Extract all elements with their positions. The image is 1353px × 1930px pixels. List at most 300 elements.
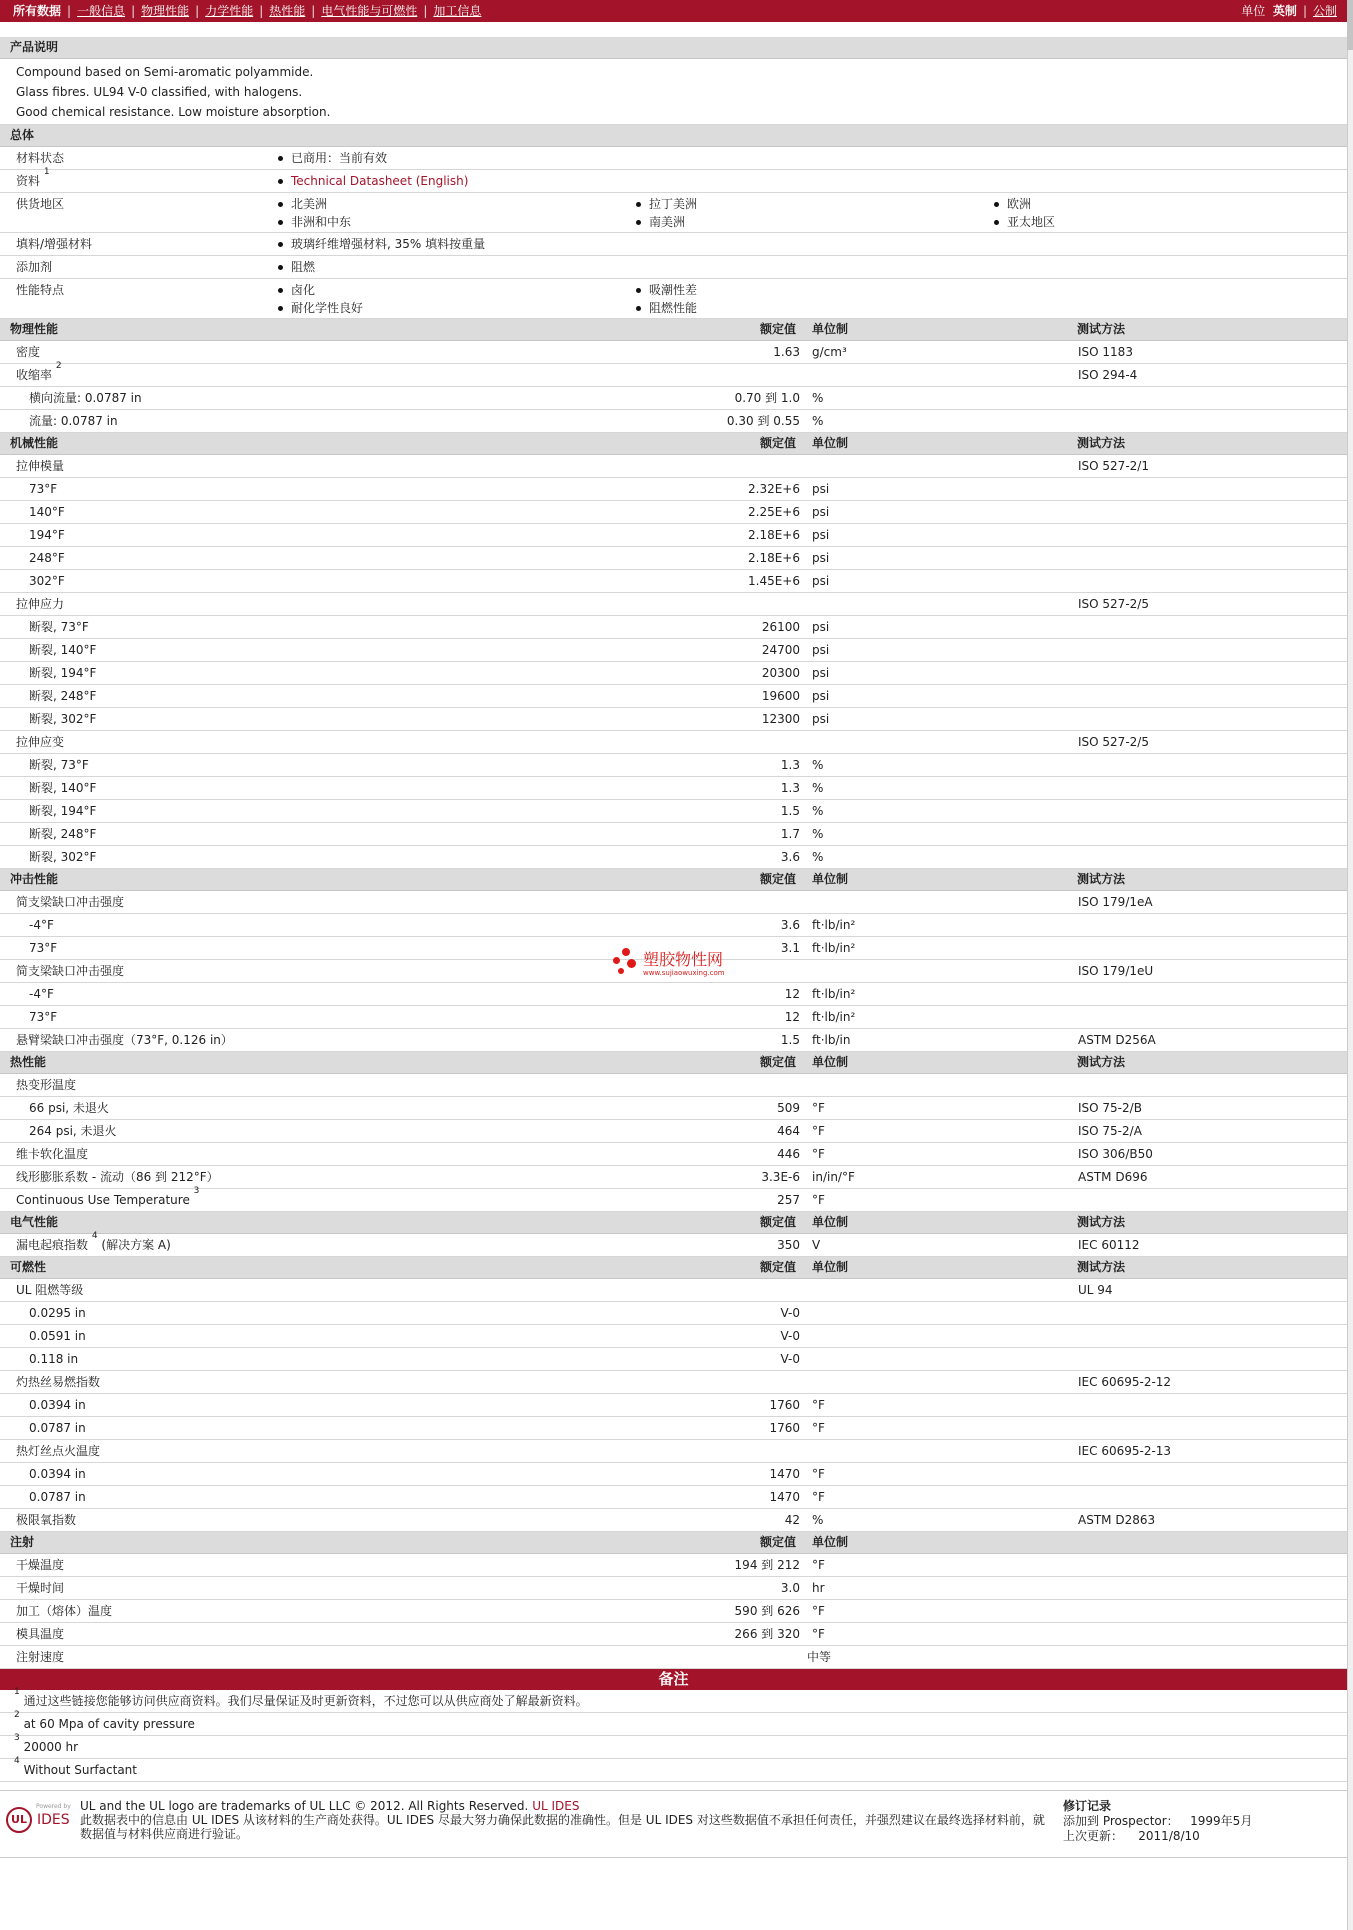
header-value: 额定值 xyxy=(760,1055,797,1069)
footer xyxy=(0,1790,1347,1858)
row-value: 1.5 xyxy=(780,1033,800,1047)
table-row xyxy=(0,708,1347,731)
row-method: ISO 179/1eU xyxy=(1078,964,1154,978)
section-title: 热性能 xyxy=(10,1055,47,1069)
row-unit: °F xyxy=(812,1101,825,1115)
units-label: 单位 xyxy=(1241,4,1266,18)
table-row xyxy=(0,1646,1347,1669)
row-unit: °F xyxy=(812,1490,825,1504)
bullet-item: 阻燃性能 xyxy=(636,297,697,319)
row-label: -4°F xyxy=(29,987,54,1001)
row-unit: ft·lb/in xyxy=(812,1033,851,1047)
section-header xyxy=(0,1212,1347,1234)
row-unit: psi xyxy=(812,551,830,565)
header-method: 测试方法 xyxy=(1077,436,1126,450)
row-label: 收缩率 $^2$ xyxy=(16,361,62,382)
row-value: V-0 xyxy=(780,1306,800,1320)
nav-tab-processing[interactable]: 加工信息 xyxy=(433,4,482,18)
scrollbar[interactable] xyxy=(1347,0,1353,1930)
header-method: 测试方法 xyxy=(1077,322,1126,336)
unit-imperial[interactable]: 英制 xyxy=(1272,4,1297,18)
row-method: ISO 294-4 xyxy=(1078,368,1138,382)
bullet-item: 吸潮性差 xyxy=(636,279,697,301)
header-value: 额定值 xyxy=(760,1535,797,1549)
row-label: 断裂, 73°F xyxy=(29,758,89,772)
table-row xyxy=(0,1348,1347,1371)
row-value: 464 xyxy=(777,1124,800,1138)
row-label: 断裂, 302°F xyxy=(29,712,97,726)
row-label: 断裂, 302°F xyxy=(29,850,97,864)
row-label: 流量: 0.0787 in xyxy=(29,414,118,428)
bullet-item: 亚太地区 xyxy=(994,211,1055,233)
disclaimer: 此数据表中的信息由 UL IDES 从该材料的生产商处获得。UL IDES 尽最大努力确保此数据的准确性。但是 UL IDES 对这些数据值不承担任何责任，并强烈建议在最终选择材料前，就数据值与材料供应商进行验证。 xyxy=(80,1813,1045,1841)
footnote: $^3$ 20000 hr xyxy=(0,1736,1347,1759)
row-method: IEC 60112 xyxy=(1078,1238,1140,1252)
row-value: 1470 xyxy=(769,1467,800,1481)
table-row xyxy=(0,501,1347,524)
row-label: 模具温度 xyxy=(16,1627,65,1641)
row-unit: V xyxy=(812,1238,821,1252)
header-unit: 单位制 xyxy=(812,872,849,886)
table-row xyxy=(0,1623,1347,1646)
row-unit: % xyxy=(812,391,824,405)
row-label: 66 psi, 未退火 xyxy=(29,1101,109,1115)
row-unit: ft·lb/in² xyxy=(812,987,856,1001)
table-row xyxy=(0,823,1347,846)
table-row xyxy=(0,914,1347,937)
row-label: 0.0787 in xyxy=(29,1490,86,1504)
header-unit: 单位制 xyxy=(812,322,849,336)
footnote-ref: 1 xyxy=(43,167,50,177)
row-label: 悬臂梁缺口冲击强度（73°F, 0.126 in） xyxy=(16,1033,233,1047)
row-unit: psi xyxy=(812,712,830,726)
row-value: 2.32E+6 xyxy=(748,482,800,496)
row-label: -4°F xyxy=(29,918,54,932)
table-row xyxy=(0,685,1347,708)
row-value: 3.1 xyxy=(780,941,800,955)
table-row xyxy=(0,1463,1347,1486)
row-label: 加工（熔体）温度 xyxy=(16,1604,113,1618)
datasheet-content xyxy=(0,37,1347,1782)
row-unit: g/cm³ xyxy=(812,345,847,359)
table-row xyxy=(0,1006,1347,1029)
section-header xyxy=(0,1257,1347,1279)
description-line: Good chemical resistance. Low moisture absorption. xyxy=(16,105,331,119)
row-unit: °F xyxy=(812,1467,825,1481)
row-label: 0.0787 in xyxy=(29,1421,86,1435)
row-label: 断裂, 140°F xyxy=(29,781,97,795)
row-unit: °F xyxy=(812,1147,825,1161)
row-value: 26100 xyxy=(761,620,800,634)
row-label: 断裂, 194°F xyxy=(29,666,97,680)
bullet-item: 玻璃纤维增强材料, 35% 填料按重量 xyxy=(278,233,485,255)
ul-ides-link[interactable]: UL IDES xyxy=(532,1799,580,1813)
row-unit: % xyxy=(812,850,824,864)
row-label: 0.0295 in xyxy=(29,1306,86,1320)
row-label: 断裂, 248°F xyxy=(29,827,97,841)
row-label: 简支梁缺口冲击强度 xyxy=(16,964,125,978)
row-value: 12300 xyxy=(761,712,800,726)
section-header xyxy=(0,125,1347,147)
table-row xyxy=(0,662,1347,685)
row-method: IEC 60695-2-13 xyxy=(1078,1444,1172,1458)
row-label: 材料状态 xyxy=(16,151,65,165)
table-row xyxy=(0,1166,1347,1189)
row-label: 140°F xyxy=(29,505,65,519)
nav-tab-physical[interactable]: 物理性能 xyxy=(141,4,190,18)
row-label: 302°F xyxy=(29,574,65,588)
row-label: 断裂, 194°F xyxy=(29,804,97,818)
row-value: 1.3 xyxy=(780,781,800,795)
row-label: 简支梁缺口冲击强度 xyxy=(16,895,125,909)
table-row xyxy=(0,147,1347,170)
row-value: 24700 xyxy=(761,643,800,657)
footnote-ref: 3 xyxy=(193,1186,200,1196)
row-unit: °F xyxy=(812,1604,825,1618)
section-header xyxy=(0,1052,1347,1074)
ul-logo-icon: UL xyxy=(6,1807,32,1833)
row-unit: °F xyxy=(812,1124,825,1138)
row-label: 0.0591 in xyxy=(29,1329,86,1343)
section-title: 可燃性 xyxy=(10,1260,47,1274)
section-header xyxy=(0,37,1347,59)
row-value: 1.45E+6 xyxy=(748,574,800,588)
row-value: 2.18E+6 xyxy=(748,551,800,565)
bullet-item: 欧洲 xyxy=(994,193,1031,215)
notes-header: 备注 xyxy=(0,1669,1347,1690)
table-row xyxy=(0,1486,1347,1509)
table-row xyxy=(0,1231,1347,1257)
row-label: 资料 $^1$ xyxy=(16,167,50,188)
description-line: Compound based on Semi-aromatic polyammide. xyxy=(16,65,314,79)
row-method: ASTM D696 xyxy=(1078,1170,1148,1184)
nav-tab-mechanical[interactable]: 力学性能 xyxy=(205,4,254,18)
row-value: 194 到 212 xyxy=(734,1558,800,1572)
row-method: IEC 60695-2-12 xyxy=(1078,1375,1172,1389)
header-method: 测试方法 xyxy=(1077,1055,1126,1069)
row-unit: in/in/°F xyxy=(812,1170,855,1184)
row-unit: psi xyxy=(812,574,830,588)
row-value: 446 xyxy=(777,1147,800,1161)
row-value: 3.6 xyxy=(780,918,800,932)
header-value: 额定值 xyxy=(760,872,797,886)
table-row xyxy=(0,1554,1347,1577)
footnote-ref: 2 xyxy=(55,361,62,371)
row-method: ISO 75-2/B xyxy=(1078,1101,1142,1115)
table-row xyxy=(0,593,1347,616)
technical-datasheet-link[interactable]: Technical Datasheet (English) xyxy=(278,170,468,192)
table-row xyxy=(0,478,1347,501)
nav-tab-general[interactable]: 一般信息 xyxy=(77,4,126,18)
row-label: 断裂, 73°F xyxy=(29,620,89,634)
row-value: 266 到 320 xyxy=(734,1627,800,1641)
row-value: 1470 xyxy=(769,1490,800,1504)
row-value: V-0 xyxy=(780,1352,800,1366)
bullet-item: 阻燃 xyxy=(278,256,315,278)
table-row xyxy=(0,341,1347,364)
row-label: 灼热丝易燃指数 xyxy=(16,1375,101,1389)
row-label: 维卡软化温度 xyxy=(16,1147,89,1161)
header-unit: 单位制 xyxy=(812,1260,849,1274)
row-label: 0.0394 in xyxy=(29,1398,86,1412)
table-row xyxy=(0,410,1347,433)
table-row xyxy=(0,233,1347,256)
section-header xyxy=(0,869,1347,891)
revision-history xyxy=(1063,1799,1252,1844)
row-value: 1.63 xyxy=(773,345,800,359)
table-row xyxy=(0,1186,1347,1212)
row-method: ISO 306/B50 xyxy=(1078,1147,1153,1161)
table-row xyxy=(0,800,1347,823)
row-value: 12 xyxy=(784,1010,800,1024)
table-row xyxy=(0,1577,1347,1600)
header-value: 额定值 xyxy=(760,1260,797,1274)
row-unit: psi xyxy=(812,643,830,657)
table-row xyxy=(0,616,1347,639)
row-label: 干燥时间 xyxy=(16,1581,65,1595)
row-label: 密度 xyxy=(16,345,41,359)
row-unit: °F xyxy=(812,1193,825,1207)
row-method: ISO 179/1eA xyxy=(1078,895,1153,909)
row-label: 248°F xyxy=(29,551,65,565)
row-label: 73°F xyxy=(29,1010,58,1024)
row-value: 3.3E-6 xyxy=(761,1170,800,1184)
row-label: 添加剂 xyxy=(16,260,53,274)
row-label: 264 psi, 未退火 xyxy=(29,1124,117,1138)
row-unit: % xyxy=(812,414,824,428)
row-unit: psi xyxy=(812,528,830,542)
header-unit: 单位制 xyxy=(812,1535,849,1549)
section-title: 注射 xyxy=(10,1535,35,1549)
row-label: 拉伸应变 xyxy=(16,735,65,749)
row-unit: psi xyxy=(812,505,830,519)
watermark-text: 塑胶物性网 xyxy=(643,950,724,969)
revision-updated: 上次更新： 2011/8/10 xyxy=(1063,1829,1200,1843)
row-label: 断裂, 248°F xyxy=(29,689,97,703)
table-row xyxy=(0,279,1347,319)
row-label: 填料/增强材料 xyxy=(16,237,93,251)
table-row xyxy=(0,361,1347,387)
row-label: 拉伸应力 xyxy=(16,597,65,611)
row-value: 509 xyxy=(777,1101,800,1115)
row-method: ASTM D2863 xyxy=(1078,1513,1156,1527)
header-value: 额定值 xyxy=(760,322,797,336)
nav-tab-thermal[interactable]: 热性能 xyxy=(269,4,306,18)
section-title: 机械性能 xyxy=(10,436,59,450)
table-row xyxy=(0,754,1347,777)
footnote: $^2$ at 60 Mpa of cavity pressure xyxy=(0,1713,1347,1736)
row-value: 中等 xyxy=(806,1650,831,1664)
row-method: ASTM D256A xyxy=(1078,1033,1156,1047)
row-unit: ft·lb/in² xyxy=(812,941,856,955)
header-value: 额定值 xyxy=(760,1215,797,1229)
row-unit: % xyxy=(812,758,824,772)
row-unit: psi xyxy=(812,666,830,680)
ides-logo-text: IDES xyxy=(37,1812,70,1828)
trademark-line: UL and the UL logo are trademarks of UL LLC © 2012. All Rights Reserved. UL IDES xyxy=(80,1799,580,1813)
table-row xyxy=(0,1440,1347,1463)
row-method: ISO 1183 xyxy=(1078,345,1133,359)
table-row xyxy=(0,983,1347,1006)
section-title: 总体 xyxy=(10,128,35,142)
header-method: 测试方法 xyxy=(1077,1260,1126,1274)
table-row xyxy=(0,524,1347,547)
row-unit: psi xyxy=(812,620,830,634)
header-value: 额定值 xyxy=(760,436,797,450)
table-row xyxy=(0,1371,1347,1394)
row-label: 73°F xyxy=(29,941,58,955)
row-value: 1760 xyxy=(769,1421,800,1435)
bullet-item: 已商用：当前有效 xyxy=(278,147,387,169)
table-row xyxy=(0,547,1347,570)
bullet-item: 北美洲 xyxy=(278,193,327,215)
table-row xyxy=(0,167,1347,193)
row-value: 0.70 到 1.0 xyxy=(734,391,800,405)
row-label: 0.0394 in xyxy=(29,1467,86,1481)
bullet-item: 非洲和中东 xyxy=(278,211,351,233)
row-unit: °F xyxy=(812,1421,825,1435)
row-label: 干燥温度 xyxy=(16,1558,65,1572)
footer-text xyxy=(80,1799,1055,1841)
section-header xyxy=(0,433,1347,455)
watermark-dot xyxy=(627,959,636,968)
row-label: 73°F xyxy=(29,482,58,496)
row-unit: °F xyxy=(812,1398,825,1412)
revision-added: 添加到 Prospector： 1999年5月 xyxy=(1063,1814,1253,1828)
footnote: $^4$ Without Surfactant xyxy=(0,1759,1347,1782)
section-title: 产品说明 xyxy=(10,40,59,54)
table-row xyxy=(0,1394,1347,1417)
product-description xyxy=(0,59,1347,125)
watermark-dot xyxy=(618,968,624,974)
unit-switch: 单位 英制 | 公制 xyxy=(1241,4,1337,18)
watermark-dot xyxy=(613,957,620,964)
row-value: 590 到 626 xyxy=(734,1604,800,1618)
row-unit: % xyxy=(812,1513,824,1527)
row-value: 3.0 xyxy=(780,1581,800,1595)
row-method: ISO 75-2/A xyxy=(1078,1124,1142,1138)
row-value: V-0 xyxy=(780,1329,800,1343)
table-row xyxy=(0,1097,1347,1120)
row-label: 注射速度 xyxy=(16,1650,65,1664)
row-unit: % xyxy=(812,827,824,841)
row-value: 2.18E+6 xyxy=(748,528,800,542)
table-row xyxy=(0,256,1347,279)
row-value: 3.6 xyxy=(780,850,800,864)
table-row xyxy=(0,387,1347,410)
row-value: 2.25E+6 xyxy=(748,505,800,519)
watermark-url: www.sujiaowuxing.com xyxy=(643,969,725,977)
row-label: 194°F xyxy=(29,528,65,542)
row-value: 1.3 xyxy=(780,758,800,772)
powered-by-label: Powered by xyxy=(36,1803,71,1810)
row-value: 0.30 到 0.55 xyxy=(726,414,800,428)
section-title: 物理性能 xyxy=(10,322,59,336)
row-value: 1.5 xyxy=(780,804,800,818)
row-label: 供货地区 xyxy=(16,197,65,211)
nav-all-data[interactable]: 所有数据 xyxy=(13,4,62,18)
bullet-item: 耐化学性良好 xyxy=(278,297,363,319)
footnote-ref: 4 xyxy=(91,1231,98,1241)
table-row xyxy=(0,891,1347,914)
table-row xyxy=(0,1509,1347,1532)
table-row xyxy=(0,1029,1347,1052)
row-label: 0.118 in xyxy=(29,1352,79,1366)
section-title: 电气性能 xyxy=(10,1215,59,1229)
row-label: 性能特点 xyxy=(16,283,65,297)
row-label: 线形膨胀系数 - 流动（86 到 212°F） xyxy=(16,1170,219,1184)
table-row xyxy=(0,1279,1347,1302)
row-unit: psi xyxy=(812,689,830,703)
watermark xyxy=(613,948,763,982)
row-label: 拉伸模量 xyxy=(16,459,65,473)
watermark-dot xyxy=(622,948,630,956)
header-method: 测试方法 xyxy=(1077,872,1126,886)
bullet-item: 南美洲 xyxy=(636,211,685,233)
header-unit: 单位制 xyxy=(812,436,849,450)
table-row xyxy=(0,570,1347,593)
table-row xyxy=(0,1074,1347,1097)
row-unit: °F xyxy=(812,1558,825,1572)
table-row xyxy=(0,1302,1347,1325)
table-row xyxy=(0,1600,1347,1623)
table-row xyxy=(0,1120,1347,1143)
row-unit: psi xyxy=(812,482,830,496)
table-row xyxy=(0,455,1347,478)
top-nav: 所有数据 | 一般信息 | 物理性能 | 力学性能 | 热性能 | 电气性能与可燃性 | 加工信息 单位 英制 | 公制 xyxy=(0,0,1347,22)
bullet-item: 卤化 xyxy=(278,279,315,301)
table-row xyxy=(0,1143,1347,1166)
section-header xyxy=(0,319,1347,341)
table-row xyxy=(0,193,1347,233)
table-row xyxy=(0,1325,1347,1348)
table-row xyxy=(0,1417,1347,1440)
header-unit: 单位制 xyxy=(812,1055,849,1069)
row-value: 20300 xyxy=(761,666,800,680)
row-label: 漏电起痕指数 $^4$ (解决方案 A) xyxy=(16,1231,171,1252)
row-unit: % xyxy=(812,781,824,795)
bullet-item: 拉丁美洲 xyxy=(636,193,697,215)
row-value: 350 xyxy=(777,1238,800,1252)
unit-metric[interactable]: 公制 xyxy=(1312,4,1337,18)
nav-tab-electrical-flammability[interactable]: 电气性能与可燃性 xyxy=(321,4,418,18)
row-unit: hr xyxy=(812,1581,825,1595)
row-label: 热变形温度 xyxy=(16,1078,77,1092)
section-header xyxy=(0,1532,1347,1554)
row-label: UL 阻燃等级 xyxy=(16,1283,84,1297)
row-unit: ft·lb/in² xyxy=(812,918,856,932)
row-label: Continuous Use Temperature $^3$ xyxy=(16,1186,200,1207)
description-line: Glass fibres. UL94 V-0 classified, with halogens. xyxy=(16,85,303,99)
row-unit: % xyxy=(812,804,824,818)
row-label: 极限氧指数 xyxy=(16,1513,77,1527)
row-method: ISO 527-2/5 xyxy=(1078,597,1149,611)
section-title: 冲击性能 xyxy=(10,872,59,886)
row-label: 断裂, 140°F xyxy=(29,643,97,657)
scrollbar-thumb[interactable] xyxy=(1347,0,1353,50)
revision-title: 修订记录 xyxy=(1063,1799,1112,1813)
ul-ides-logo xyxy=(6,1803,71,1839)
table-row xyxy=(0,731,1347,754)
row-value: 257 xyxy=(777,1193,800,1207)
row-label: 横向流量: 0.0787 in xyxy=(29,391,142,405)
header-unit: 单位制 xyxy=(812,1215,849,1229)
row-method: ISO 527-2/5 xyxy=(1078,735,1149,749)
row-unit: °F xyxy=(812,1627,825,1641)
row-method: UL 94 xyxy=(1078,1283,1113,1297)
row-unit: ft·lb/in² xyxy=(812,1010,856,1024)
row-value: 42 xyxy=(784,1513,800,1527)
